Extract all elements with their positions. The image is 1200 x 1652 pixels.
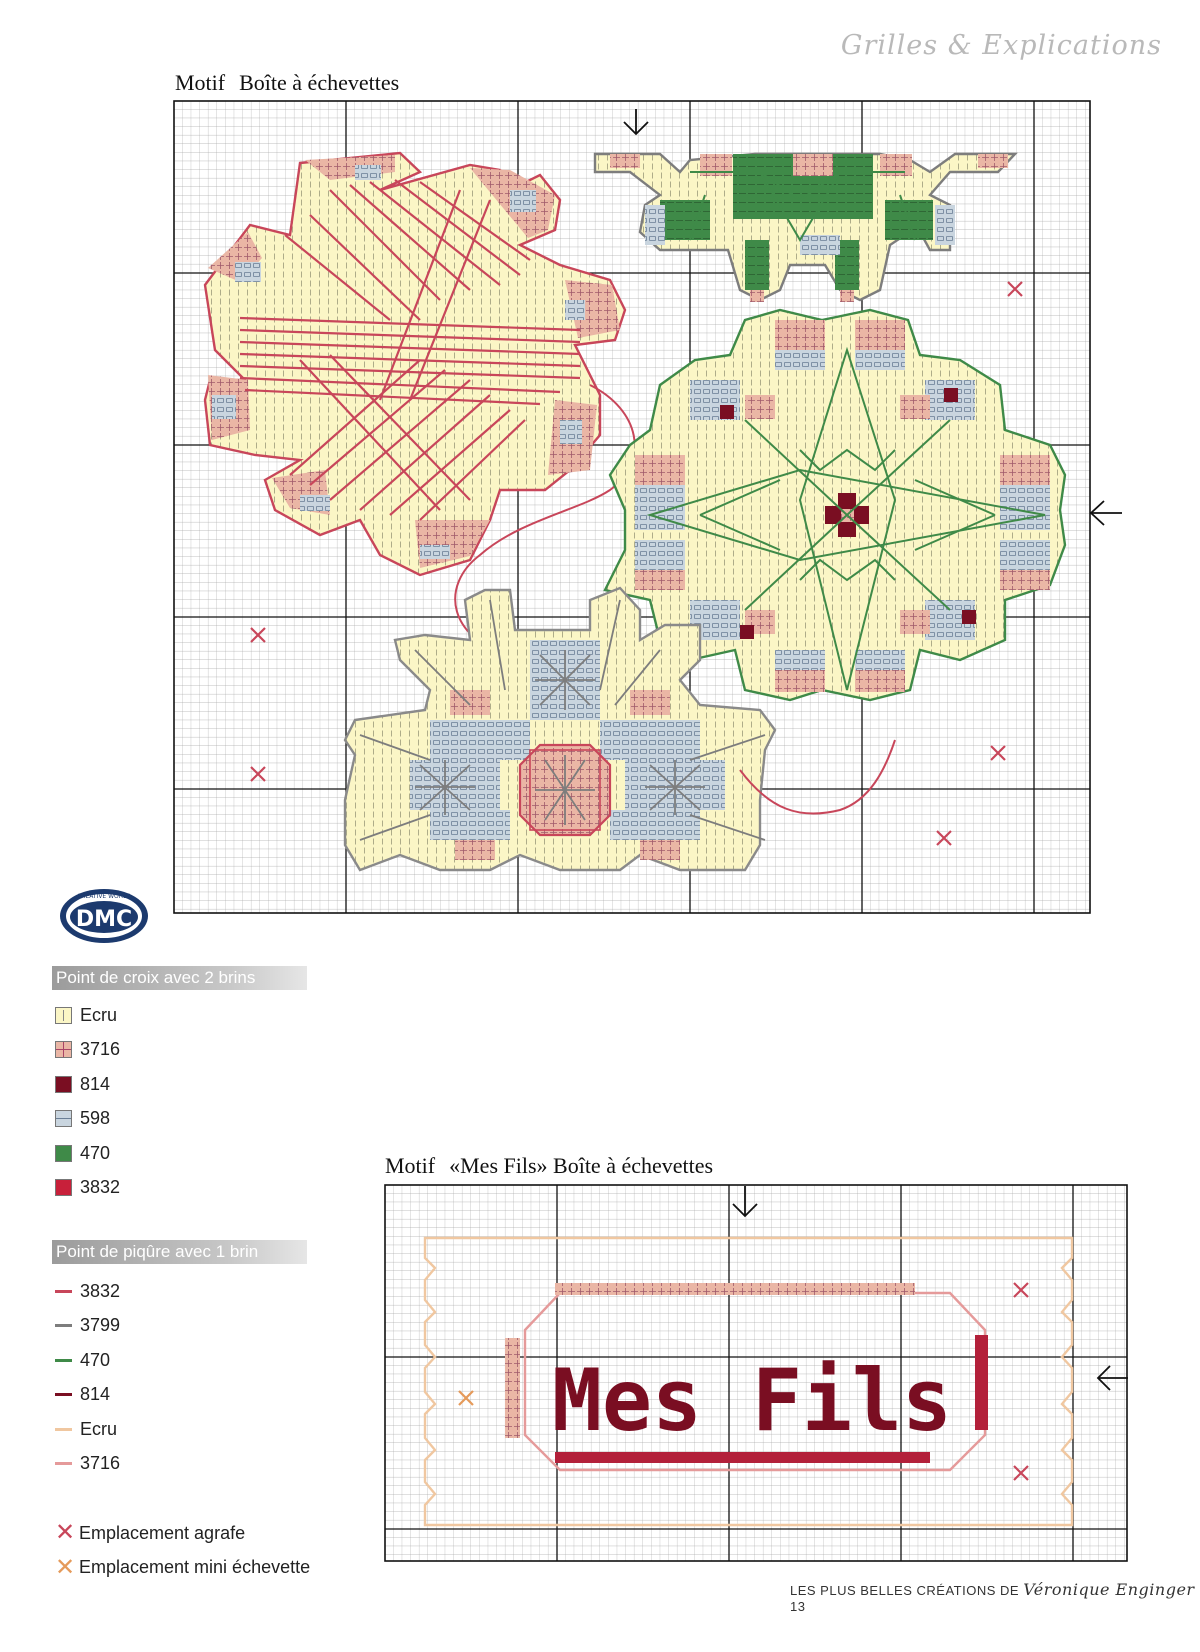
chart1-center-arrow-right (1091, 501, 1122, 525)
line-470 (55, 1359, 72, 1362)
clip-x-icon: ✕ (55, 1519, 76, 1547)
chart2-title-name: «Mes Fils» Boîte à échevettes (449, 1153, 714, 1178)
footer-page-number: 13 (790, 1599, 806, 1614)
line-814 (55, 1393, 72, 1396)
footer-prefix: LES PLUS BELLES CRÉATIONS DE (790, 1583, 1020, 1598)
legend-item (55, 1067, 120, 1102)
legend-item (55, 1274, 120, 1309)
legend-item-label: 3799 (80, 1315, 121, 1336)
swatch-598 (55, 1110, 72, 1127)
line-3832 (55, 1290, 72, 1293)
chart2-title (385, 1153, 713, 1179)
legend-marker-item (55, 1551, 310, 1586)
legend-item (55, 1136, 120, 1171)
legend-item-label: 814 (80, 1073, 111, 1094)
legend-marker-item (55, 1516, 310, 1551)
legend-marker-label: Emplacement mini échevette (79, 1557, 311, 1578)
legend-markers (55, 1516, 310, 1585)
legend-item-label: 3716 (80, 1039, 121, 1060)
legend-item-label: Ecru (80, 1418, 118, 1439)
chart2-stitched-text: Mes Fils (552, 1351, 952, 1451)
legend-item (55, 1378, 120, 1413)
legend-marker-label: Emplacement agrafe (79, 1522, 246, 1543)
legend-item-label: 3832 (80, 1177, 121, 1198)
dmc-logo-text: DMC (75, 907, 133, 932)
legend-item-label: 598 (80, 1108, 111, 1129)
chart2-title-prefix: Motif (385, 1153, 436, 1178)
legend-item (55, 998, 120, 1033)
legend-item (55, 1343, 120, 1378)
swatch-ecru (55, 1007, 72, 1024)
page-footer (790, 1580, 1200, 1614)
legend-item (55, 1447, 120, 1482)
swatch-814 (55, 1076, 72, 1093)
footer-signature: Véronique Enginger (1023, 1580, 1195, 1599)
legend-cross-stitch-list (55, 998, 120, 1205)
legend-item-label: 3832 (80, 1280, 121, 1301)
legend-item-label: 3716 (80, 1453, 121, 1474)
line-ecru (55, 1428, 72, 1431)
page-header-title: Grilles & Explications (840, 30, 1162, 61)
legend-item-label: 470 (80, 1349, 111, 1370)
legend-item (55, 1102, 120, 1137)
line-3799 (55, 1324, 72, 1327)
legend-item (55, 1309, 120, 1344)
legend-item-label: 814 (80, 1384, 111, 1405)
legend-backstitch-list (55, 1274, 120, 1481)
swatch-3832 (55, 1179, 72, 1196)
mini-skein-x-icon: ✕ (55, 1553, 76, 1581)
legend-item (55, 1033, 120, 1068)
legend-item (55, 1412, 120, 1447)
swatch-3716 (55, 1041, 72, 1058)
legend-item-label: 470 (80, 1142, 111, 1163)
legend-cross-stitch-heading: Point de croix avec 2 brins (52, 966, 307, 990)
legend-item (55, 1171, 120, 1206)
legend-item-label: Ecru (80, 1004, 118, 1025)
line-3716 (55, 1462, 72, 1465)
dmc-logo (58, 886, 150, 944)
dmc-logo-ring-text: CREATIVE WORLD (77, 893, 131, 900)
legend-backstitch-heading: Point de piqûre avec 1 brin (52, 1240, 307, 1264)
swatch-470 (55, 1145, 72, 1162)
chart1-title-prefix: Motif (175, 70, 226, 95)
chart1-title-name: Boîte à échevettes (239, 70, 400, 95)
